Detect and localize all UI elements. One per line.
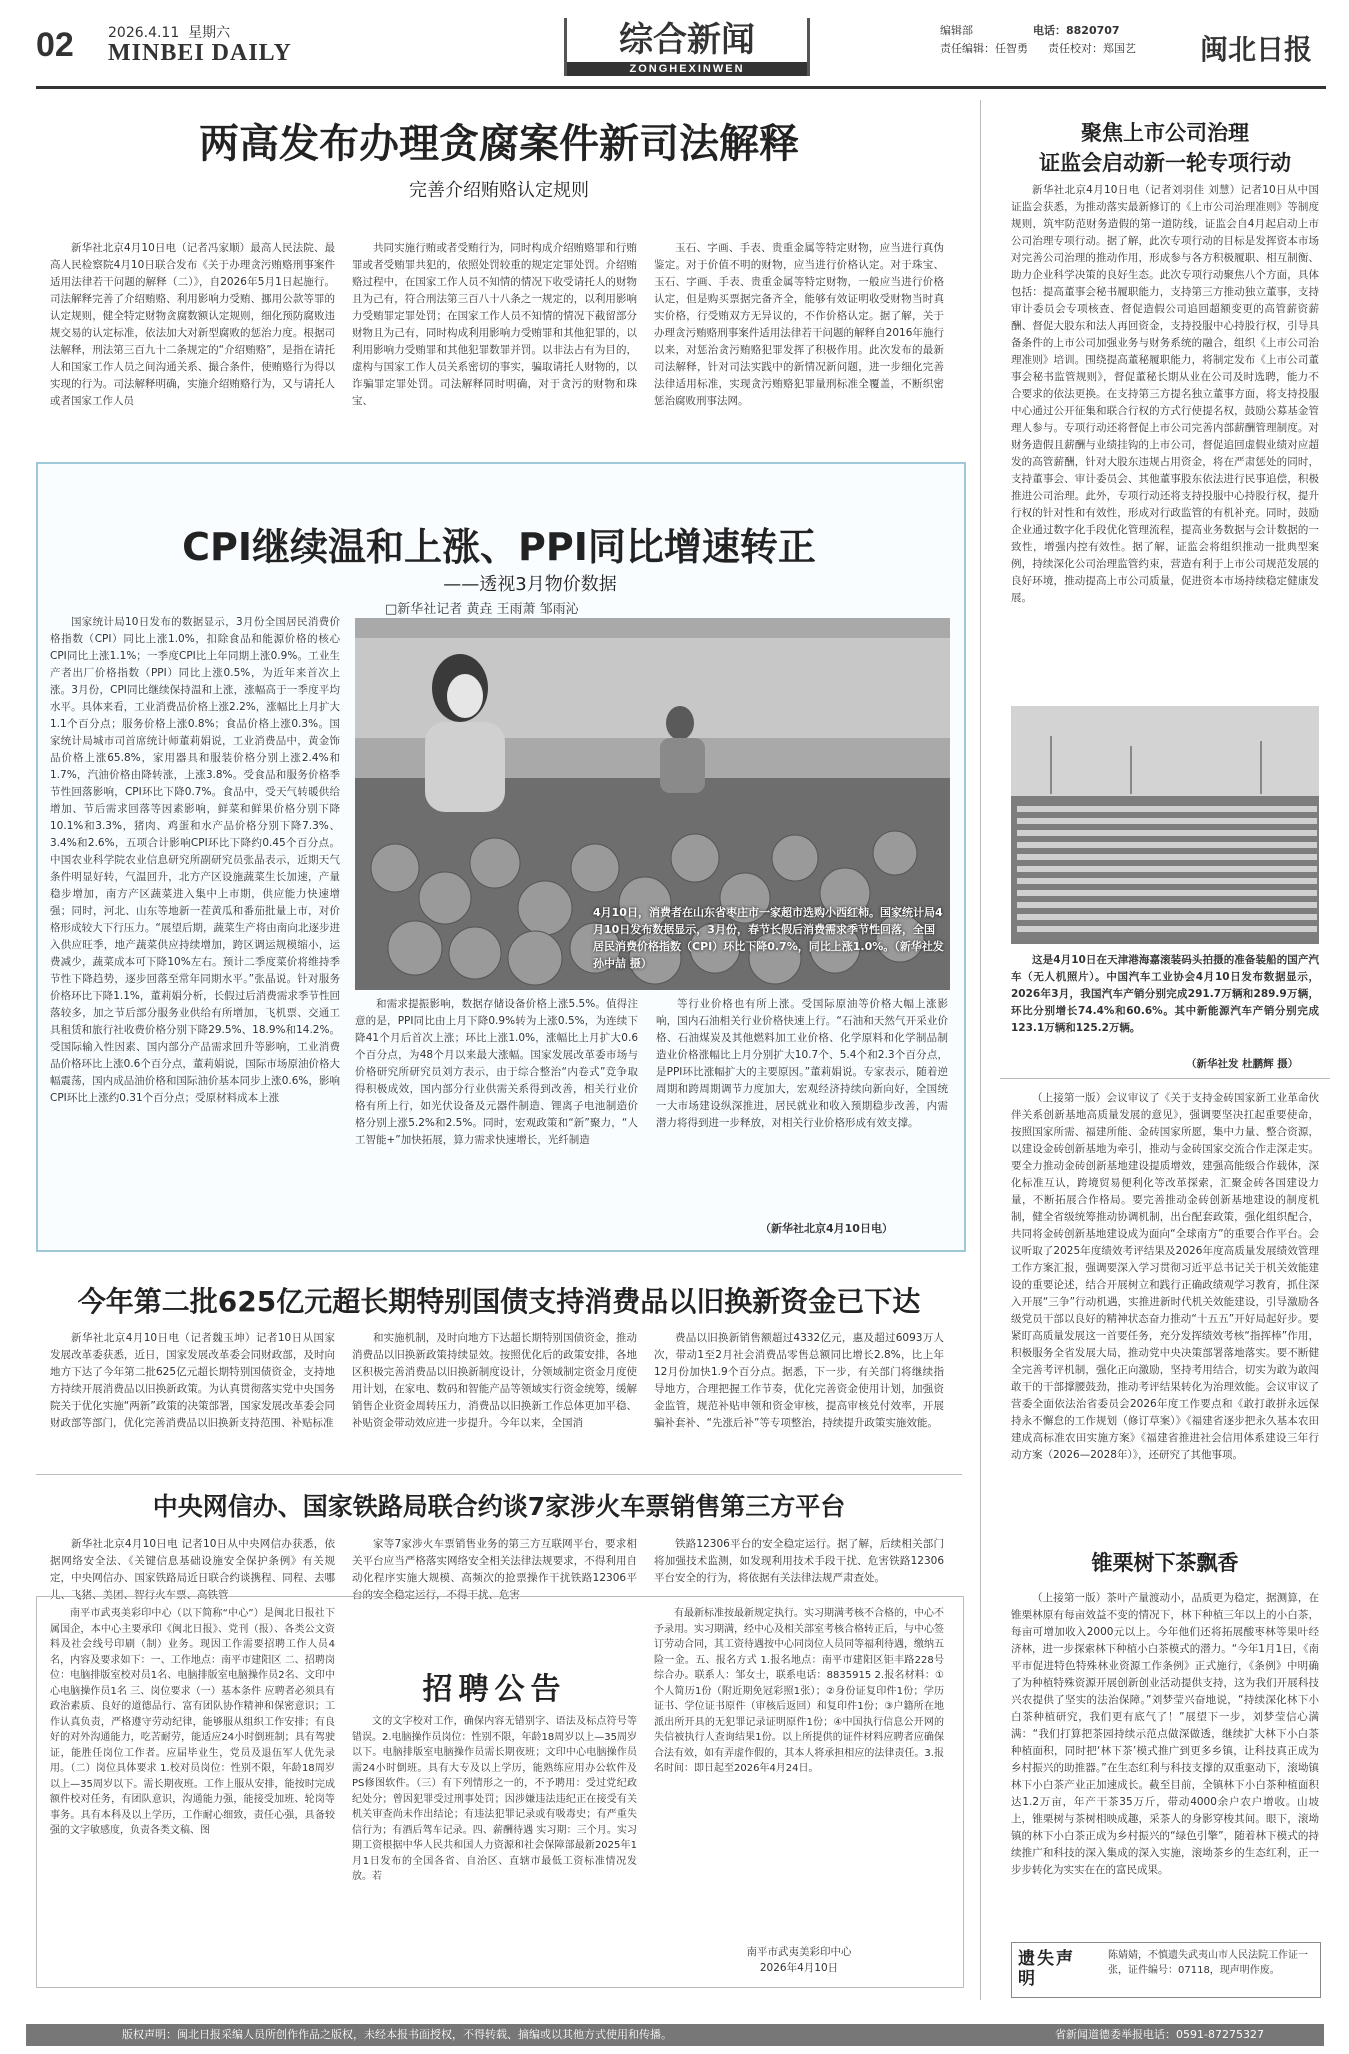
article-text: 玉石、字画、手表、贵重金属等特定财物，应当进行真伪鉴定。对于价值不明的财物，应当进行价格认定。对于珠宝、玉石、字画、手表、贵重金属等特定财物，一般应当进行价格认定，但是购买票据完备齐全，能够有效证明收受财物当时真实价格，行受贿双方无异议的，不作价格认定。据了解，关于办理贪污贿赂刑事案件适用法律若干问题的解释自2016年施行以来，对惩治贪污贿赂犯罪发挥了积极作用。此次发布的最新司法解释，针对司法实践中的新情况新问题，进一步细化完善法律适用标准，实现贪污贿赂犯罪量刑标准全覆盖，不断织密惩治腐败刑事法网。 xyxy=(654,242,944,407)
section-divider xyxy=(36,1474,962,1475)
article-column xyxy=(352,1714,637,1980)
article-column xyxy=(654,1606,944,1940)
dept-label: 编辑部 xyxy=(940,24,973,37)
cpi-subtitle: ——透视3月物价数据 xyxy=(443,574,617,595)
cpi-title: CPI继续温和上涨、PPI同比增速转正 xyxy=(182,525,816,569)
article-title: 两高发布办理贪腐案件新司法解释 xyxy=(199,121,799,167)
signer-name: 南平市武夷美彩印中心 xyxy=(746,1946,852,1958)
article-column xyxy=(654,1536,944,1592)
article-text: 新华社北京4月10日电（记者刘羽佳 刘慧）记者10日从中国证监会获悉，为推动落实最新修订的《上市公司治理准则》等制度规则，筑牢防范财务造假的第一道防线，证监会自4月起启动上市公司治理专项行动。据了解，此次专项行动的目标是发挥资本市场对完善公司治理的推动作用，形成参与各方积极履职、相互制衡、助力企业科学决策的良好生态。此次专项行动聚焦八个方面，具体包括：提高董事会秘书履职能力，支持第三方推动独立董事，支持审计委员会专项核查、督促造假公司追回超额变更的高管薪资薪酬、督促大股东和法人再回资金，支持投服中心持股行权，引导具备条件的上市公司加强业务与财务系统的融合，组织《上市公司治理准则》培训。围绕提高董秘履职能力，将制定发布《上市公司董事会秘书监管规则》，督促董秘长期从业在公司及时选聘，能力不合要求的依法更换。在支持第三方提名独立董事方面，将支持投服中心通过公开征集和联合行权的方式行使提名权，鼓励公募基金管理人参与。专项行动还将督促上市公司完善内部薪酬管理制度。对财务造假且薪酬与业绩挂钩的上市公司，督促追回虚假业绩对应超发的高管薪酬，针对大股东违规占用资金，将在严肃惩处的同时，支持董事会、审计委员会、其他董事股东依法进行民事追偿，积极推进公司治理。此外，专项行动还将支持投服中心持股行权，提升行权的针对性和有效性，形成对行政监管的有机补充。同时，鼓励企业通过数字化手段优化管理流程，提高业务数据与会计数据的一致性，增强内控有效性。据了解，证监会将组织推动一批典型案例，持续深化公司治理监管约束，营造有利于上市公司规范发展的良好环境，推动提高上市公司质量，促进资本市场持续稳定健康发展。 xyxy=(1011,184,1319,604)
page-number: 02 xyxy=(36,26,74,64)
section-title-en: ZONGHEXINWEN xyxy=(567,62,807,76)
header-rule xyxy=(36,86,1326,89)
recruitment-signature xyxy=(654,1944,944,1976)
footer-bar xyxy=(26,2024,1324,2046)
article-text: （上接第一版）茶叶产量渡动小，品质更为稳定，据测算，在锥栗林原有每亩效益不变的情况下，林下种植三年以上的小白茶，每亩可增加收入2000元以上。今年他们还将拓展酸枣林等果叶经济林，进一步探索林下种植小白茶模式的潜力。“今年1月1日，《南平市促进特色特殊林业资源工作条例》正式施行，《条例》中明确了为种植特殊资源开展创新创业活动提供支持，这为我们开展科技兴农提供了坚实的法治保障。”刘梦莹兴奋地说，“持续深化林下小白茶种植研究，我们更有底气了！”展望下一步，刘梦莹信心满满：“我们打算把茶园持续示范点做深做透，继续扩大林下小白茶种植面积，同时把‘林下茶’模式推广到更多乡镇，让科技真正成为乡村振兴的助推器。”在生态红利与科技支撑的双重驱动下，滚坳镇林下小白茶产业正加速成长。截至目前，全镇林下小白茶种植面积达1.2万亩，年产干茶35万斤，带动4000余户农户增收。山坡上，锥栗树与茶树相映成趣，采茶人的身影穿梭其间。眼下，滚坳镇的林下小白茶正成为乡村振兴的“绿色引擎”，随着林下模式的持续推广和科技的深入集成的深入实施，滚坳茶乡的生态红利，正一步步转化为实实在在的富民成果。 xyxy=(1011,1592,1319,1876)
article-column xyxy=(352,240,637,450)
photo-credit: （新华社发 孙中喆 摄） xyxy=(593,940,944,970)
port-caption-text: 这是4月10日在天津港海嘉滚装码头拍摄的准备装船的国产汽车（无人机照片）。中国汽车工业协会4月10日发布数据显示，2026年3月，我国汽车产销分别完成291.7万辆和289.9万辆，环比分别增长74.4%和60.6%。其中新能源汽车产销分别完成123.1万辆和125.2万辆。 xyxy=(1011,954,1319,1034)
article-column xyxy=(654,240,944,450)
copyright-text: 版权声明：闽北日报采编人员所创作作品之版权，未经本报书面授权，不得转载、摘编或以其他方式使用和传播。 xyxy=(122,2028,672,2041)
section-divider xyxy=(1000,1078,1330,1079)
article-text: 等行业价格也有所上涨。受国际原油等价格大幅上涨影响，国内石油相关行业价格快速上行。“石油和天然气开采业价格、石油煤炭及其他燃料加工业价格、化学原料和化学制品制造业价格涨幅比上月分别扩大10.7个、5.4个和2.3个百分点，是PPI环比涨幅扩大的主要原因。”董莉娟说。专家表示，随着逆周期和跨周期调节力度加大，宏观经济持续向新向好，全国统一大市场建设纵深推进，居民就业和收入预期稳步改善，内需潜力将得到进一步释放，对相关行业价格形成有效支撑。 xyxy=(656,998,948,1129)
proofreader-label: 责任校对：郑国艺 xyxy=(1048,42,1136,55)
rail-title: 中央网信办、国家铁路局联合约谈7家涉火车票销售第三方平台 xyxy=(152,1492,846,1521)
article-text: 共同实施行贿或者受贿行为，同时构成介绍贿赂罪和行贿罪或者受贿罪共犯的，依照处罚较重的规定定罪处罚。介绍贿赂过程中，在国家工作人员不知情的情况下收受请托人的财物且为己有，符合刑法第三百八十八条之一规定的，以利用影响力受贿罪定罪处罚；在国家工作人员不知情的情况下截留部分财物且为己有，同时构成利用影响力受贿罪和其他犯罪的，以利用影响力受贿罪和其他犯罪数罪并罚。以非法占有为目的，虚构与国家工作人员关系密切的事实，骗取请托人财物的，以诈骗罪定罪处罚。司法解释同时明确，对于贪污的财物和珠宝、 xyxy=(352,242,637,407)
article-text: 费品以旧换新销售额超过4332亿元，惠及超过6093万人次，带动1至2月社会消费品零售总额同比增长2.8%，比上年12月份加快1.9个百分点。据悉，下一步，有关部门将继续指导地方，合理把握工作节奏，优化完善资金使用计划，加强资金监管，规范补贴申领和资金审核，提高审核兑付效率，开展骗补套补、“先涨后补”等专项整治，持续提升政策实施效能。 xyxy=(654,1332,944,1429)
article-text: 新华社北京4月10日电（记者魏玉坤）记者10日从国家发展改革委获悉，近日，国家发展改革委会同财政部，及时向地方下达了今年第二批625亿元超长期特别国债资金，支持地方持续开展消费品以旧换新政策。为认真贯彻落实党中央国务院关于优化实施“两新”政策的决策部署，国家发展改革委会同财政部等部门，优化完善消费品以旧换新支持范围、补贴标准 xyxy=(50,1332,335,1429)
section-title: 综合新闻 xyxy=(619,20,755,60)
article-text: 新华社北京4月10日电 记者10日从中央网信办获悉，依据网络安全法、《关键信息基础设施安全保护条例》有关规定，中央网信办、国家铁路局近日联合约谈携程、同程、去哪儿、飞猪、美团、智行火车票、高铁管 xyxy=(50,1538,335,1601)
recruitment-title: 招聘公告 xyxy=(422,1672,567,1707)
weekday-text: 星期六 xyxy=(188,25,231,41)
column-divider xyxy=(980,100,981,2000)
date-text: 2026.4.11 xyxy=(108,25,180,41)
tea-title: 锥栗树下茶飘香 xyxy=(1091,1551,1239,1575)
article-column xyxy=(50,1536,335,1601)
lost-notice-label: 遗失声明 xyxy=(1018,1949,1075,1989)
phone-label: 电话：8820707 xyxy=(1033,24,1120,37)
hotline-text: 省新闻道德委举报电话：0591-87275327 xyxy=(1055,2028,1264,2041)
article-column xyxy=(50,614,340,1236)
article-column xyxy=(352,1330,637,1460)
article-text: （上接第一版）会议审议了《关于支持金砖国家新工业革命伙伴关系创新基地高质量发展的意见》，强调要坚决扛起重要使命，按照国家所需、福建所能、金砖国家所愿，集中力量、整合资源，以建设金砖创新基地为牵引，推动与金砖国家交流合作走深走实。要全力推动金砖创新基地建设提质增效，建强高能级合作载体，深化标准互认，跨境贸易便利化等改革探索，汇聚金砖各国建设力量，不断拓展合作格局。要完善推动金砖创新基地建设的制度机制，健全省级统筹推动协调机制，出台配套政策，强化组织配合，共同将金砖创新基地建设成为面向“全球南方”的重要合作平台。会议听取了2025年度绩效考评结果及2026年度高质量发展绩效管理工作方案汇报，强调要深入学习贯彻习近平总书记关于机关效能建设的重要论述，结合开展树立和践行正确政绩观学习教育，抓住深入开展“三争”行动机遇，实推进新时代机关效能建设，引导激励各级党员干部以良好的精神状态奋力推动“十五五”开好局起好步。要紧盯高质量发展这一首要任务，充分发挥绩效考核“指挥棒”作用，积极服务全省发展大局，推动党中央决策部署落地落实。要不断健全完善考评机制，强化正向激励，坚持考用结合，切实为敢为敢闯敢干的干部撑腰鼓劲，推动考评结果转化为治理效能。会议审议了营委全面依法治省委员会2026年度工作要点和《敢打敢拼永远保持永不懈怠的工作规划（修订草案）》《福建省逐步把永久基本农田建成高标准农田实施方案》《福建省推进社会信用体系建设三年行动方案（2026—2028年）》，还研究了其他事项。 xyxy=(1011,1092,1319,1461)
right-article-title xyxy=(1000,118,1330,178)
article-text: 有最新标准按最新规定执行。实习期满考核不合格的，中心不予录用。实习期满，经中心及相关部室考核合格转正后，与中心签订劳动合同，其工资待遇按中心同岗位人员同等福利待遇，缴纳五险一金。五、报名方式 1.报名地点：南平市建阳区钜丰路228号综合办。联系人：邹女士，联系电话：8835915 2.报名材料：①个人简历1份（附近期免冠彩照1张）；②身份证复印件1份；学历证书、学位证书原件（审核后返回）和复印件1份；③户籍所在地派出所开具的无犯罪记录证明原件1份；④中国执行信息公开网的失信被执行人查询结果1份。以上所提供的证件材料应聘者应确保合法有效，如有弄虚作假的，其本人将承担相应的法律责任。3.报名时间：即日起至2026年4月24日。 xyxy=(654,1608,944,1774)
issue-date xyxy=(108,22,230,42)
article-column xyxy=(656,996,948,1216)
article-column xyxy=(50,1330,335,1460)
article-text: 新华社北京4月10日电（记者冯家顺）最高人民法院、最高人民检察院4月10日联合发布《关于办理贪污贿赂刑事案件适用法律若干问题的解释（二）》，自2026年5月1日起施行。司法解释完善了介绍贿赂、利用影响力受贿、挪用公款等罪的认定规则，健全特定财物贪腐数额认定规则，细化预防腐败违规交易的认定标准，依法加大对新型腐败的惩治力度。根据司法解释，刑法第三百九十二条规定的“介绍贿赂”，是指在请托人和国家工作人员之间沟通关系、撮合条件，使贿赂行为得以实现的行为。司法解释明确，实施介绍贿赂行为，又与请托人或者国家工作人员 xyxy=(50,242,335,407)
editor-label: 责任编辑：任智勇 xyxy=(940,42,1028,55)
article-column xyxy=(50,1606,335,1980)
article-column xyxy=(1011,1090,1319,1540)
port-photo xyxy=(1011,706,1319,944)
cpi-byline: □新华社记者 黄垚 王雨萧 邹雨沁 xyxy=(385,602,579,617)
article-text: 文的文字校对工作，确保内容无错别字、语法及标点符号等错误。2.电脑操作员岗位：性别不限，年龄18周岁以上—35周岁以下。电脑排版室电脑操作员需长期夜班；文印中心电脑操作员需24小时倒班。具有大专及以上学历，能熟练应用办公软件及PS修图软件。（三）有下列情形之一的，不予聘用：受过党纪政纪处分；曾因犯罪受过刑事处罚；因涉嫌违法违纪正在接受有关机关审查尚未作出结论；有违法犯罪记录或有吸毒史；有严重失信行为；有酒后驾车记录。四、薪酬待遇 实习期：三个月。实习期工资根据中华人民共和国人力资源和社会保障部最新2025年1月1日发布的全国各省、自治区、直辖市最低工资标准情况发放。若 xyxy=(352,1716,637,1882)
photo-caption xyxy=(593,904,945,972)
article-text: 和需求提振影响，数据存储设备价格上涨5.5%。值得注意的是，PPI同比由上月下降0.9%转为上涨0.5%，为连续下降41个月后首次上涨；环比上涨1.0%，涨幅比上月扩大0.6个百分点，为48个月以来最大涨幅。国家发展改革委市场与价格研究所研究员刘方表示，由于综合整治“内卷式”竞争取得积极成效，国内部分行业供需关系得到改善，相关行业价格有所上行，如光伏设备及元器件制造、锂离子电池制造价格分别上涨5.2%和2.5%。同时，宏观政策和“新”聚力，“人工智能+”加快拓展，算力需求快速增长，光纤制造 xyxy=(355,998,638,1146)
supermarket-photo xyxy=(355,618,950,990)
title-line-1: 聚焦上市公司治理 xyxy=(1081,121,1249,145)
lost-notice-text: 陈婧婧，不慎遗失武夷山市人民法院工作证一张，证件编号：07118，现声明作废。 xyxy=(1108,1950,1308,1976)
photo-caption xyxy=(1011,952,1319,1056)
newspaper-logo: 闽北日报 xyxy=(1200,33,1313,66)
article-column xyxy=(1011,182,1319,690)
article-text: 铁路12306平台的安全稳定运行。据了解，后续相关部门将加强技术监测，如发现利用技术手段干扰、危害铁路12306平台安全的行为，将依据有关法律法规严肃查处。 xyxy=(654,1538,944,1584)
photo-caption-text: 4月10日，消费者在山东省枣庄市一家超市选购小西红柿。国家统计局4月10日发布数据显示，3月份，春节长假后消费需求季节性回落，全国居民消费价格指数（CPI）环比下降0.7%，同比上涨1.0%。 xyxy=(593,906,943,953)
article-column xyxy=(654,1330,944,1460)
editorial-info xyxy=(940,22,1180,58)
article-column xyxy=(355,996,638,1234)
article-text: 和实施机制，及时向地方下达超长期特别国债资金，推动消费品以旧换新政策持续显效。按照优化后的政策安排，各地区积极完善消费品以旧换新制度设计，分领域制定资金月度使用计划，在家电、数码和智能产品等领域实行资金统筹，缓解销售企业资金周转压力，消费品以旧换新工作总体更加平稳、补贴资金带动效应进一步提升。今年以来，全国消 xyxy=(352,1332,637,1429)
article-text: 家等7家涉火车票销售业务的第三方互联网平台，要求相关平台应当严格落实网络安全相关法律法规要求，不得利用自动化程序实施大规模、高频次的抢票操作干扰铁路12306平台的安全稳定运行，不得干扰、危害 xyxy=(352,1538,637,1601)
article-text: 国家统计局10日发布的数据显示，3月份全国居民消费价格指数（CPI）同比上涨1.0%，扣除食品和能源价格的核心CPI同比上涨1.1%；一季度CPI比上年同期上涨0.9%。工业生产者出厂价格指数（PPI）同比上涨0.5%，为近年来首次上涨。3月份，CPI同比继续保持温和上涨，涨幅高于一季度平均水平。具体来看，工业消费品价格上涨2.2%，涨幅比上月扩大1.1个百分点；服务价格上涨0.8%；食品价格上涨0.3%。国家统计局城市司首席统计师董莉娟说，工业消费品中，黄金饰品价格上涨65.8%，家用器具和服装价格分别上涨2.4%和1.7%，汽油价格由降转涨，上涨3.8%。受食品和服务价格季节性回落影响，CPI环比下降0.7%。食品中，受天气转暖供给增加、节后需求回落等因素影响，鲜菜和鲜果价格分别下降10.1%和3.3%，猪肉、鸡蛋和水产品价格分别下降7.3%、3.4%和2.6%，五项合计影响CPI环比下降约0.45个百分点。中国农业科学院农业信息研究所副研究员张晶表示，近期天气条件明显好转，气温回升，北方产区设施蔬菜生长加速，产量稳步增加，南方产区蔬菜进入集中上市期，供应能力快速增强；同时，河北、山东等地新一茬黄瓜和番茄批量上市，对价格形成较大下行压力。“展望后期，蔬菜生产将由南向北逐步进入供应旺季，地产蔬菜供应持续增加，跨区调运规模缩小，运费减少，蔬菜成本可下降10%左右。预计二季度菜价将维持季节性下降趋势，逐步回落至常年同期水平。”张晶说。针对服务价格环比下降1.1%，董莉娟分析，长假过后消费需求季节性回落较多，加之节后部分服务业供给有所增加，飞机票、交通工具租赁和旅行社收费价格分别下降29.5%、18.9%和14.2%。受国际输入性因素、国内部分产品需求回升等影响，工业消费品价格环比上涨0.6个百分点，董莉娟说，国际市场原油价格大幅震荡，国内成品油价格和国际油价基本同步上涨0.6%，影响CPI环比上涨约0.31个百分点；受原材料成本上涨 xyxy=(50,616,340,1104)
bonds-title: 今年第二批625亿元超长期特别国债支持消费品以旧换新资金已下达 xyxy=(77,1285,921,1318)
port-cars-image xyxy=(1011,706,1319,944)
article-column xyxy=(352,1536,637,1601)
article-column xyxy=(1011,1590,1319,1930)
sign-date: 2026年4月10日 xyxy=(759,1962,839,1974)
title-line-2: 证监会启动新一轮专项行动 xyxy=(1039,151,1291,175)
article-column xyxy=(50,240,335,450)
photo-credit: （新华社发 杜鹏辉 摄） xyxy=(1186,1058,1299,1070)
section-banner xyxy=(564,18,810,76)
article-subtitle: 完善介绍贿赂认定规则 xyxy=(409,180,589,201)
article-text: 南平市武夷美彩印中心（以下简称“中心”）是闽北日报社下属国企，本中心主要承印《闽北日报》、党刊（报）、各类公文资料及社会线号印刷（制）业务。现因工作需要招聘工作人员4名，内容及要求如下：一、工作地点：南平市建阳区 二、招聘岗位：电脑排版室校对员1名、电脑排版室电脑操作员2名、文印中心电脑操作员1名 三、岗位要求（一）基本条件 应聘者必须具有政治素质、良好的道德品行、富有团队协作精神和保密意识；工作认真负责，严格遵守劳动纪律，能够服从组织工作安排；有良好的对外沟通能力，吃苦耐劳，能适应24小时倒班制；具有驾驶证，能胜任岗位工作者。应届毕业生，党员及退伍军人优先录用。（二）岗位具体要求 1.校对员岗位：性别不限，年龄18周岁以上—35周岁以下。需长期夜班。工作上服从安排，能按时完成额件校对任务，有团队意识，沟通能力强，能接受加班、轮岗等事务。具有本科及以上学历，工作耐心细致，责任心强，具备较强的文字敏感度，负责各类文稿、图 xyxy=(50,1608,335,1836)
paper-name-en: MINBEI DAILY xyxy=(108,40,292,66)
cpi-dateline: （新华社北京4月10日电） xyxy=(760,1222,893,1235)
lost-notice-box xyxy=(1011,1942,1321,1998)
